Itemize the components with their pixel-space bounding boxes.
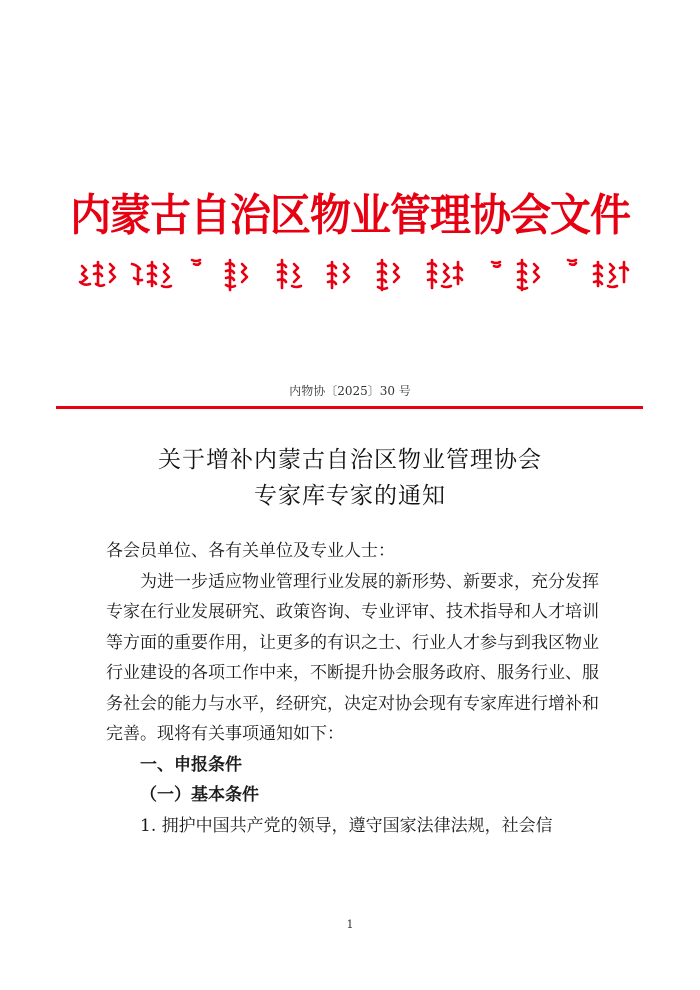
section-heading-application-conditions: 一、申报条件 [140,754,242,775]
page-number: 1 [346,918,354,931]
list-item: 1. 拥护中国共产党的领导，遵守国家法律法规，社会信 [140,815,553,836]
document-number: 内物协〔2025〕30 号 [289,384,411,398]
notice-title [0,442,700,514]
notice-title-line-2: 专家库专家的通知 [254,483,446,509]
salutation: 各会员单位、各有关单位及专业人士： [106,541,395,561]
notice-body [106,536,602,841]
mongolian-script-title [60,252,640,296]
intro-paragraph: 为进一步适应物业管理行业发展的新形势、新要求，充分发挥专家在行业发展研究、政策咨询、专业评审、技术指导和人才培训等方面的重要作用，让更多的有识之士、行业人才参与到我区物业行业建设的各项工作中来，不断提升协会服务政府、服务行业、服务社会的能力与水平，经研究，决定对协会现有专家库进行增补和完善。现将有关事项通知如下： [106,571,599,744]
subsection-heading-basic-conditions: （一）基本条件 [140,785,259,805]
notice-title-line-1: 关于增补内蒙古自治区物业管理协会 [158,447,542,473]
org-document-title: 内蒙古自治区物业管理协会文件 [70,190,630,241]
red-divider-line [56,406,643,409]
